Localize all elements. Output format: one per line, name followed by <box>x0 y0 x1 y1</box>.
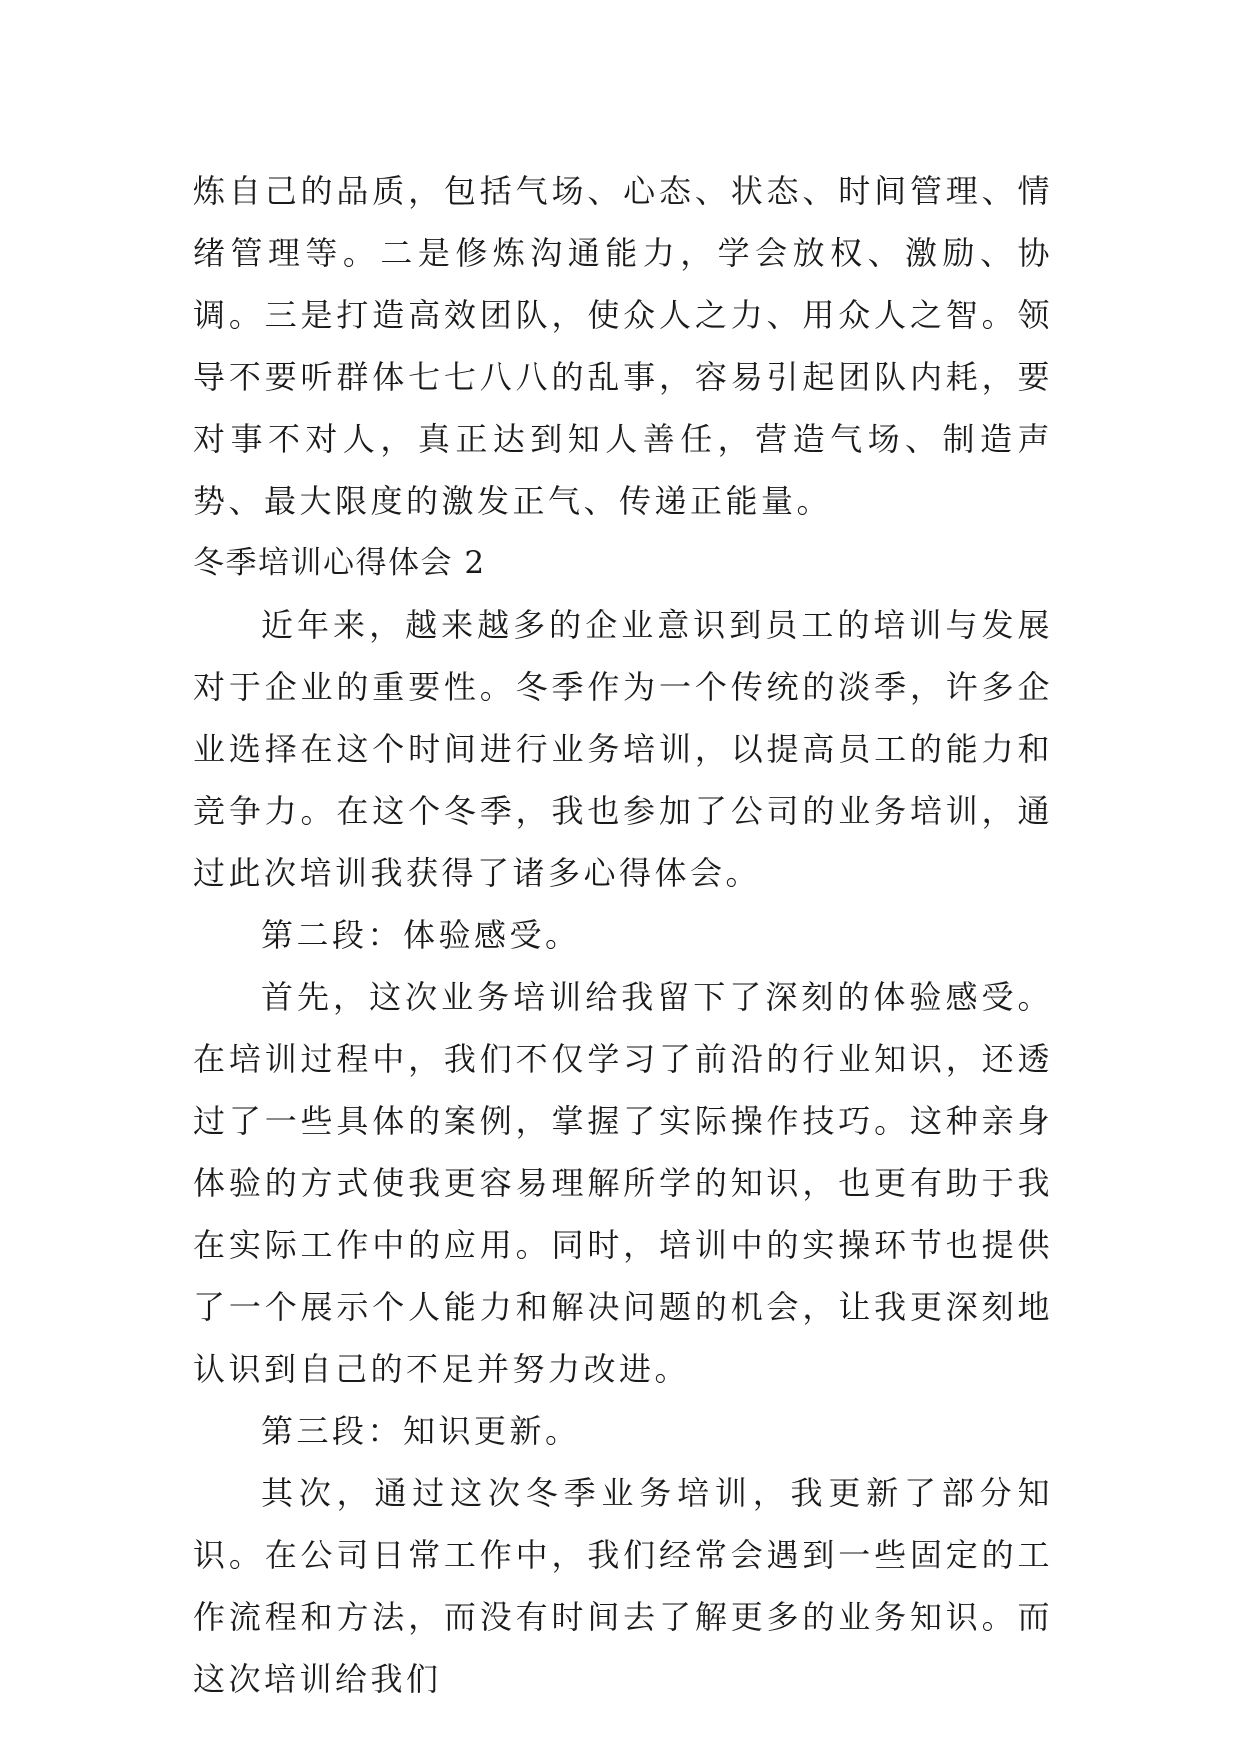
paragraph-section-title-3: 第三段：知识更新。 <box>261 1412 581 1450</box>
paragraph-intro: 近年来，越来越多的企业意识到员工的培训与发展对于企业的重要性。冬季作为一个传统的淡季，许多企业选择在这个时间进行业务培训，以提高员工的能力和竞争力。在这个冬季，我也参加了公司的业务培训，通过此次培训我获得了诸多心得体会。 <box>193 606 1053 892</box>
paragraph-continuation: 炼自己的品质，包括气场、心态、状态、时间管理、情绪管理等。二是修炼沟通能力，学会放权、激励、协调。三是打造高效团队，使众人之力、用众人之智。领导不要听群体七七八八的乱事，容易引起团队内耗，要对事不对人，真正达到知人善任，营造气场、制造声势、最大限度的激发正气、传递正能量。 <box>193 172 1053 520</box>
paragraph-section-title-2: 第二段：体验感受。 <box>261 916 581 954</box>
paragraph-knowledge: 其次，通过这次冬季业务培训，我更新了部分知识。在公司日常工作中，我们经常会遇到一些固定的工作流程和方法，而没有时间去了解更多的业务知识。而这次培训给我们 <box>193 1474 1053 1698</box>
section-heading: 冬季培训心得体会 2 <box>193 545 486 581</box>
paragraph-experience: 首先，这次业务培训给我留下了深刻的体验感受。在培训过程中，我们不仅学习了前沿的行业知识，还透过了一些具体的案例，掌握了实际操作技巧。这种亲身体验的方式使我更容易理解所学的知识，也更有助于我在实际工作中的应用。同时，培训中的实操环节也提供了一个展示个人能力和解决问题的机会，让我更深刻地认识到自己的不足并努力改进。 <box>193 978 1053 1388</box>
document-body <box>193 160 1053 1710</box>
